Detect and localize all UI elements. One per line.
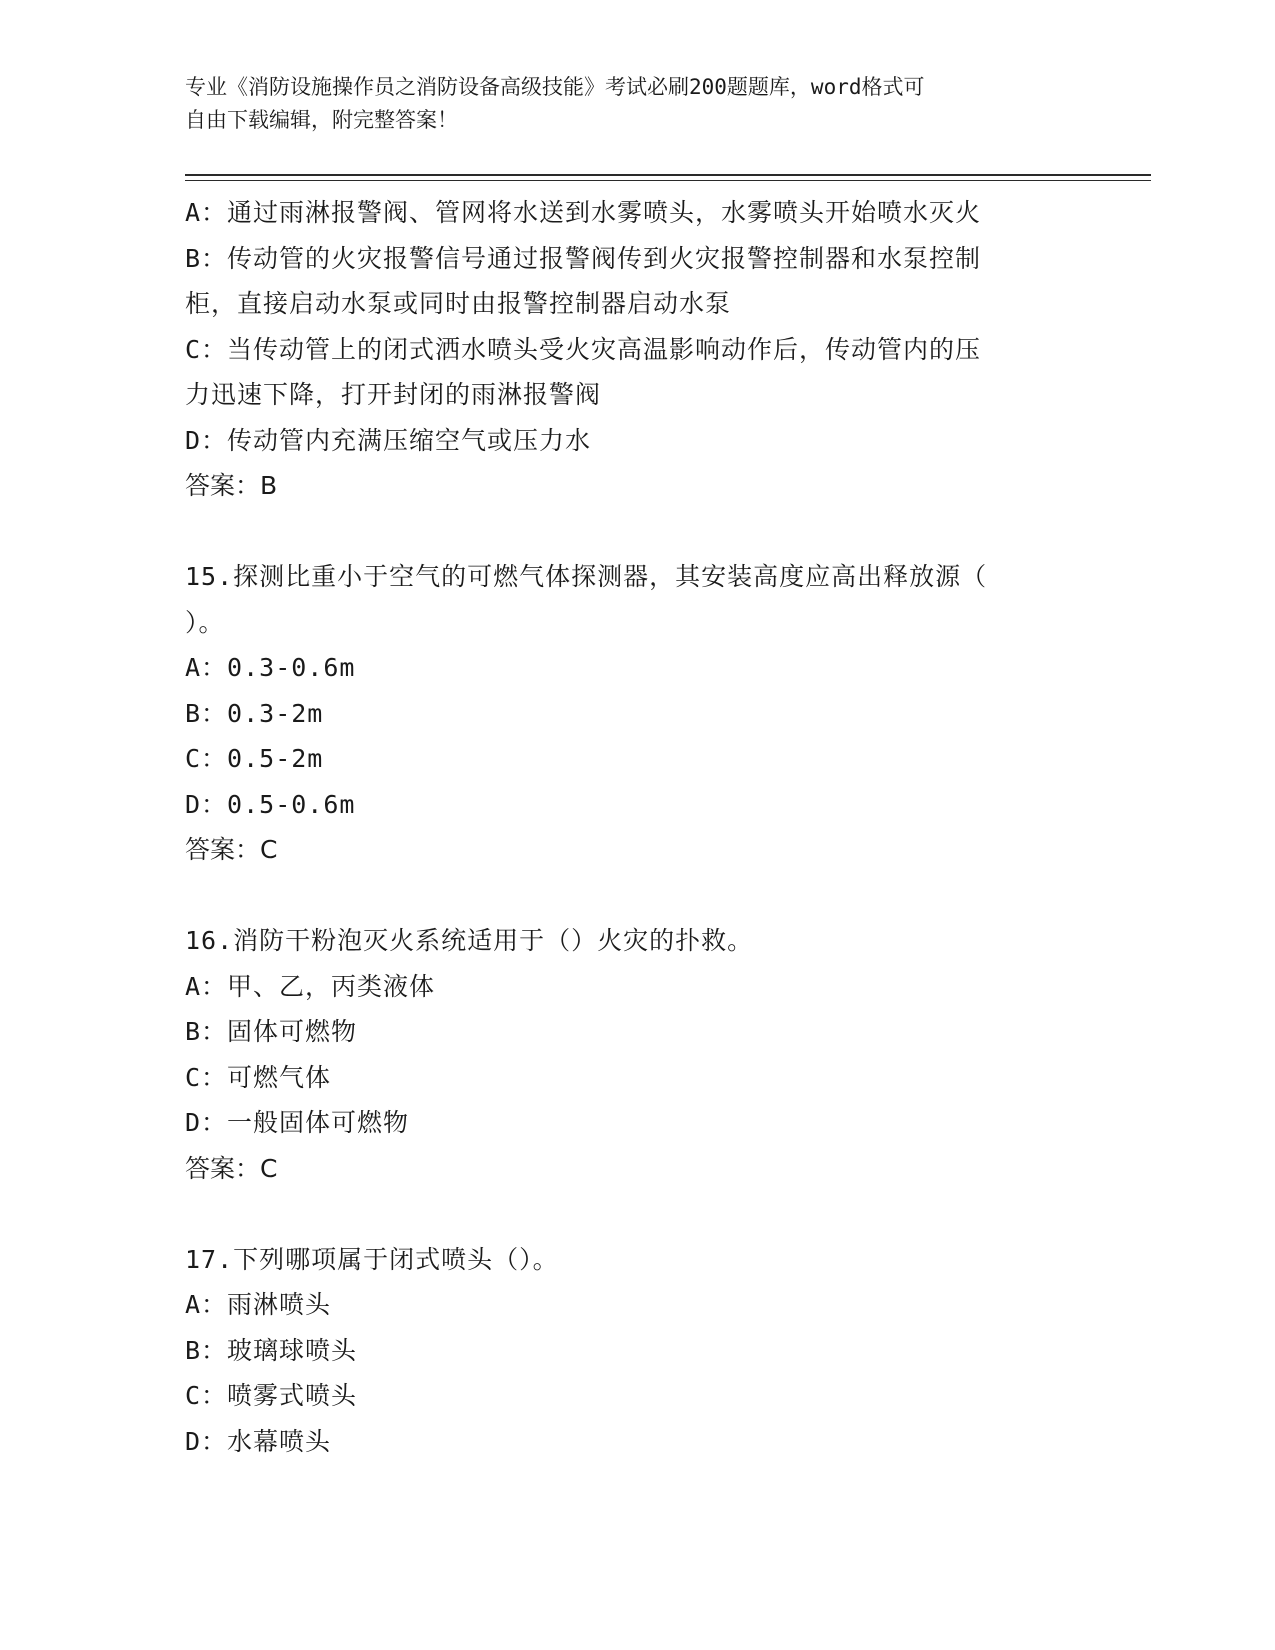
option-c: C：0.5-2m [185,744,324,773]
spacer [185,1191,1085,1237]
question-16 [185,918,1085,1191]
document-header [185,71,1065,137]
header-title-line-1: 专业《消防设施操作员之消防设备高级技能》考试必刷200题题库，word格式可 [185,75,925,99]
option-a: A：0.3-0.6m [185,653,356,682]
answer-line: 答案：C [185,835,278,864]
question-15 [185,554,1085,873]
question-stem: 16.消防干粉泡灭火系统适用于（）火灾的扑救。 [185,926,754,955]
option-b-continued: 柜，直接启动水泵或同时由报警控制器启动水泵 [185,289,732,318]
option-d: D：一般固体可燃物 [185,1108,410,1137]
option-a: A：雨淋喷头 [185,1290,332,1319]
answer-line: 答案：C [185,1153,278,1183]
question-stem: 15.探测比重小于空气的可燃气体探测器，其安装高度应高出释放源（ [185,562,988,591]
spacer [185,873,1085,919]
option-c: C：可燃气体 [185,1062,332,1092]
header-title-line-2: 自由下载编辑，附完整答案！ [185,108,458,132]
option-d: D：水幕喷头 [185,1426,332,1456]
answer-line: 答案：B [185,471,278,500]
option-b: B：玻璃球喷头 [185,1335,358,1365]
question-stem-continued: ）。 [185,607,225,637]
option-d: D：0.5-0.6m [185,789,356,819]
spacer [185,509,1085,555]
option-c: C：喷雾式喷头 [185,1381,358,1410]
question-17 [185,1237,1085,1465]
header-divider-thin [185,180,1151,181]
question-stem: 17.下列哪项属于闭式喷头（）。 [185,1244,559,1274]
option-a: A：通过雨淋报警阀、管网将水送到水雾喷头，水雾喷头开始喷水灭火 [185,198,982,227]
option-b: B：传动管的火灾报警信号通过报警阀传到火灾报警控制器和水泵控制 [185,243,982,273]
header-divider-thick [185,174,1151,176]
option-c-continued: 力迅速下降，打开封闭的雨淋报警阀 [185,380,602,409]
option-d: D：传动管内充满压缩空气或压力水 [185,425,592,455]
option-b: B：固体可燃物 [185,1017,358,1046]
question-14-options [185,190,1085,509]
option-b: B：0.3-2m [185,698,324,728]
question-list [185,190,1085,1464]
option-a: A：甲、乙，丙类液体 [185,971,436,1001]
option-c: C：当传动管上的闭式洒水喷头受火灾高温影响动作后，传动管内的压 [185,334,982,364]
